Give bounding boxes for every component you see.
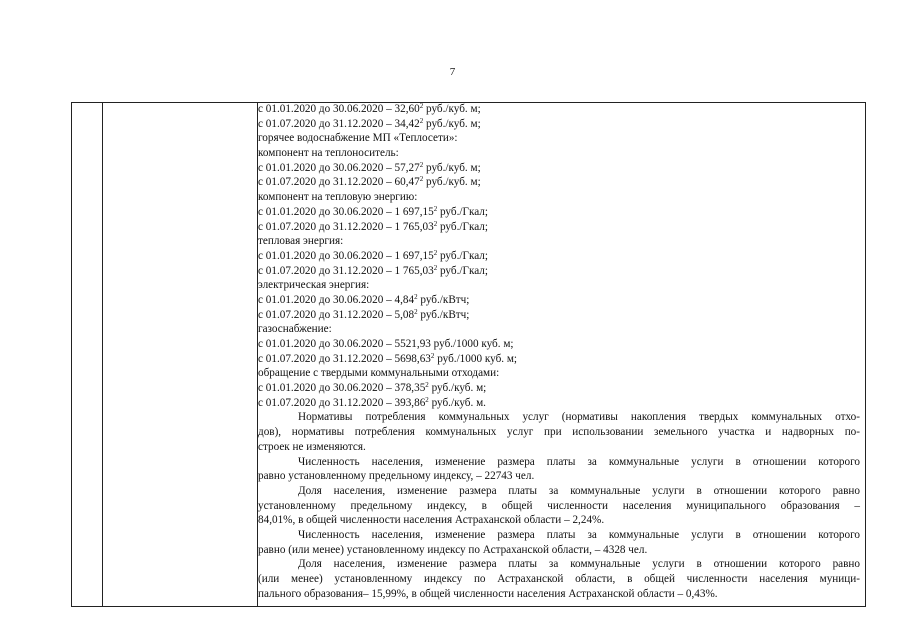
tariff-value: с 01.07.2020 до 31.12.2020 – 5,08 xyxy=(258,308,415,321)
tariff-heading: компонент на теплоноситель: xyxy=(258,147,399,160)
paragraph-line: пального образования– 15,99%, в общей численности населения Астраханской области – 0,43%. xyxy=(258,587,718,600)
tariff-heading: горячее водоснабжение МП «Теплосети»: xyxy=(258,132,458,145)
tariff-line xyxy=(258,205,860,220)
tariff-unit: руб./куб. м; xyxy=(423,103,481,115)
paragraph-line: равно установленному предельному индексу, – 22743 чел. xyxy=(258,470,535,483)
footnote-marker: 2 xyxy=(425,381,429,390)
footnote-marker: 2 xyxy=(425,395,429,404)
footnote-marker: 2 xyxy=(419,175,424,184)
tariff-unit: руб./куб. м; xyxy=(423,176,481,189)
tariff-line xyxy=(258,102,860,117)
tariff-heading: тепловая энергия: xyxy=(258,235,344,248)
tariff-value: с 01.07.2020 до 31.12.2020 – 34,42 xyxy=(258,117,420,130)
footnote-marker: 2 xyxy=(419,102,424,110)
paragraph xyxy=(258,410,860,454)
tariff-value: с 01.01.2020 до 30.06.2020 – 4,84 xyxy=(258,293,415,306)
tariff-heading: электрическая энергия: xyxy=(258,279,370,292)
paragraph-list xyxy=(258,410,860,601)
tariff-unit: руб./куб. м; xyxy=(423,117,481,130)
page-number: 7 xyxy=(449,66,456,78)
tariff-value: с 01.01.2020 до 30.06.2020 – 378,35 xyxy=(258,382,426,395)
footnote-marker: 2 xyxy=(430,351,435,360)
paragraph-line: Нормативы потребления коммунальных услуг (нормативы накопления твердых коммунальных отхо- xyxy=(298,411,860,424)
tariff-line xyxy=(258,220,860,235)
footnote-marker: 2 xyxy=(419,160,424,169)
tariff-list xyxy=(258,102,860,410)
tariff-unit: руб./Гкал; xyxy=(437,205,488,218)
tariff-value: с 01.07.2020 до 31.12.2020 – 1 765,03 xyxy=(258,220,434,233)
tariff-heading: компонент на тепловую энергию: xyxy=(258,191,418,204)
tariff-value: с 01.01.2020 до 30.06.2020 – 1 697,15 xyxy=(258,249,434,262)
footnote-marker: 2 xyxy=(414,307,418,316)
tariff-unit: руб./1000 куб. м; xyxy=(434,352,518,365)
tariff-line xyxy=(258,396,860,411)
tariff-line xyxy=(258,352,860,367)
paragraph xyxy=(258,455,860,484)
tariff-line xyxy=(258,308,860,323)
paragraph-line: строек не изменяются. xyxy=(258,440,366,453)
tariff-value: с 01.07.2020 до 31.12.2020 – 60,47 xyxy=(258,176,420,189)
tariff-line xyxy=(258,264,860,279)
tariff-unit: руб./куб. м. xyxy=(428,396,486,409)
tariff-line xyxy=(258,117,860,132)
paragraph-line: Численность населения, изменение размера платы за коммунальные услуги в отношении которого xyxy=(298,455,860,468)
tariff-value: с 01.07.2020 до 31.12.2020 – 5698,63 xyxy=(258,352,431,365)
tariff-value: с 01.01.2020 до 30.06.2020 – 32,60 xyxy=(258,103,420,115)
paragraph-line: (или менее) установленному индексу по Астраханской области, в общей численности населения муници- xyxy=(258,573,860,585)
tariff-line xyxy=(258,381,860,396)
tariff-unit: руб./кВтч; xyxy=(417,293,470,306)
paragraph-line: 84,01%, в общей численности населения Астраханской области – 2,24%. xyxy=(258,514,605,527)
tariff-value: с 01.01.2020 до 30.06.2020 – 57,27 xyxy=(258,161,420,174)
column-divider xyxy=(102,103,103,606)
paragraph-line: Доля населения, изменение размера платы за коммунальные услуги в отношении которого равно xyxy=(298,558,860,571)
table-cell-content xyxy=(258,102,860,601)
tariff-value: с 01.01.2020 до 30.06.2020 – 1 697,15 xyxy=(258,205,434,218)
footnote-marker: 2 xyxy=(419,116,424,125)
paragraph xyxy=(258,484,860,528)
tariff-unit: руб./Гкал; xyxy=(437,264,488,277)
tariff-value: с 01.07.2020 до 31.12.2020 – 393,86 xyxy=(258,396,426,409)
footnote-marker: 2 xyxy=(433,219,438,228)
tariff-line xyxy=(258,161,860,176)
tariff-unit: руб./Гкал; xyxy=(437,249,488,262)
paragraph xyxy=(258,528,860,557)
tariff-value: с 01.07.2020 до 31.12.2020 – 1 765,03 xyxy=(258,264,434,277)
tariff-unit: руб./кВтч; xyxy=(417,308,470,321)
paragraph-line: установленному предельному индексу, в общей численности населения муниципального образования – xyxy=(258,499,860,512)
footnote-marker: 2 xyxy=(433,204,438,213)
tariff-value: с 01.01.2020 до 30.06.2020 – 5521,93 руб./1000 куб. м; xyxy=(258,338,514,350)
paragraph xyxy=(258,557,860,601)
paragraph-line: Доля населения, изменение размера платы за коммунальные услуги в отношении которого равно xyxy=(298,484,860,497)
tariff-heading: газоснабжение: xyxy=(258,323,332,336)
tariff-unit: руб./Гкал; xyxy=(437,220,488,233)
footnote-marker: 2 xyxy=(414,292,418,301)
tariff-unit: руб./куб. м; xyxy=(423,161,481,174)
tariff-line xyxy=(258,249,860,264)
tariff-heading: обращение с твердыми коммунальными отходами: xyxy=(258,367,500,380)
footnote-marker: 2 xyxy=(433,248,438,257)
tariff-line xyxy=(258,175,860,190)
footnote-marker: 2 xyxy=(433,263,438,272)
paragraph-line: равно (или менее) установленному индексу по Астраханской области, – 4328 чел. xyxy=(258,543,648,556)
paragraph-line: дов), нормативы потребления коммунальных услуг при использовании земельного участка и надворных по- xyxy=(258,426,860,439)
paragraph-line: Численность населения, изменение размера платы за коммунальные услуги в отношении которого xyxy=(298,528,860,541)
tariff-unit: руб./куб. м; xyxy=(428,382,487,395)
tariff-line xyxy=(258,337,860,352)
tariff-line xyxy=(258,293,860,308)
